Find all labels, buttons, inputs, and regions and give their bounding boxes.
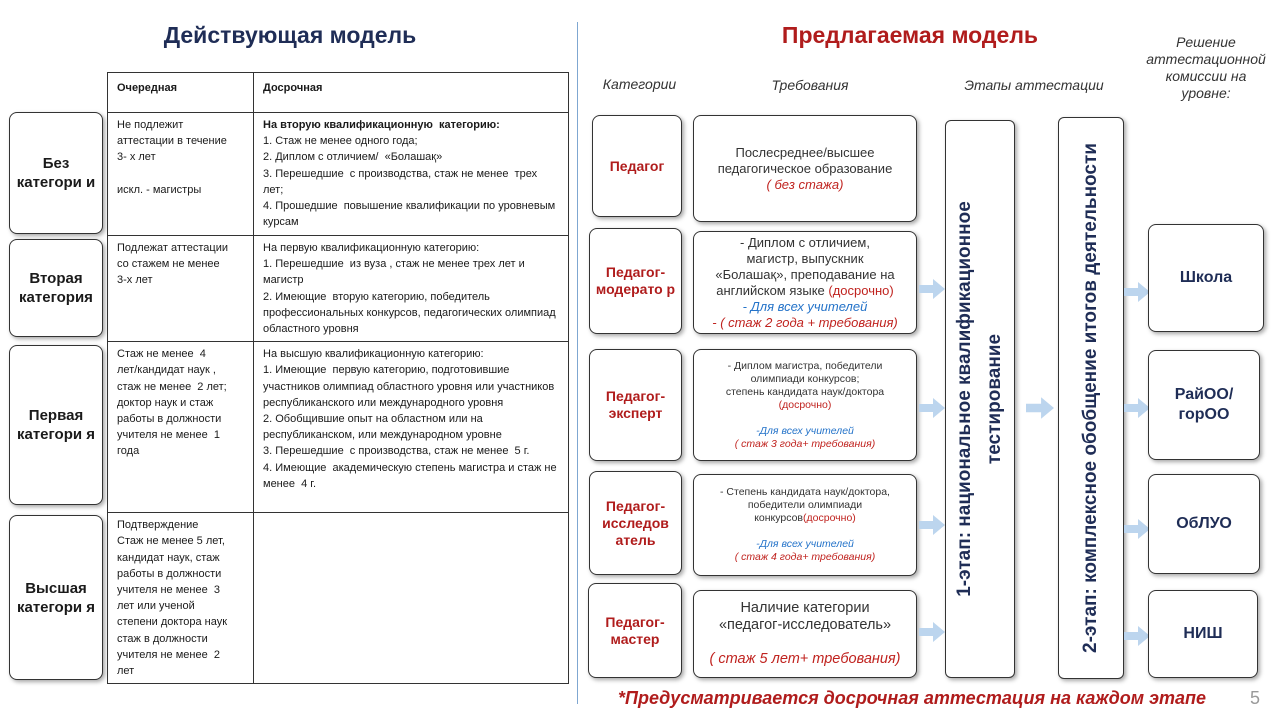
table-row (108, 342, 569, 513)
requirement-line: - Диплом с отличием, (740, 234, 870, 250)
level-district (1148, 350, 1260, 460)
cell-text: 1. Перешедшие из вуза , стаж не менее трех лет и магистр (263, 258, 528, 287)
cell-text: 2. Диплом с отличием/ «Болашақ» (263, 151, 443, 164)
category-label: Без категори и (16, 155, 96, 191)
proposed-category-moderator (589, 228, 682, 334)
requirements-box-expert (693, 349, 917, 461)
cell-text: аттестации в течение (117, 135, 227, 148)
table-row (108, 236, 569, 342)
cell-text: 4. Имеющие академическую степень магистра и стаж не менее 4 г. (263, 461, 560, 490)
requirement-line: -Для всех учителей (756, 424, 854, 437)
current-category-none (9, 112, 103, 234)
level-label: Школа (1179, 269, 1233, 286)
requirement-line (804, 412, 807, 425)
cell-text: 4. Прошедшие повышение квалификации по уровневым курсам (263, 200, 559, 229)
category-label: Педагог-модерато р (595, 264, 676, 297)
cell-text: 3. Перешедшие с производства, стаж не менее трех лет; (263, 167, 541, 196)
cell-text: Не подлежит (117, 119, 184, 131)
arrow-right-icon (1026, 397, 1054, 419)
requirement-line: Наличие категории (740, 600, 870, 616)
current-model-table (107, 72, 569, 684)
table-row (108, 513, 569, 684)
requirement-line: олимпиади конкурсов; (750, 372, 860, 385)
requirement-line: -Для всех учителей (756, 538, 854, 550)
early-cell (254, 342, 569, 513)
requirement-line (803, 634, 807, 651)
cell-text: Подтверждение (117, 519, 199, 532)
current-category-second (9, 239, 103, 337)
requirement-line: магистр, выпускник (746, 250, 864, 266)
header-categories: Категории (602, 76, 677, 92)
cell-text: 1. Стаж не менее одного года; (263, 135, 418, 148)
category-label: Высшая категори я (16, 579, 96, 616)
cell-text: 2. Обобщившие опыт на областном или на республиканском, или международном уровне (263, 413, 502, 442)
arrow-right-icon (919, 279, 945, 299)
stage1-box (945, 120, 1015, 678)
arrow-right-icon (919, 515, 945, 535)
requirement-line: ( стаж 3 года+ требования) (734, 437, 876, 450)
requirement-line: «Болашақ», преподавание на (715, 266, 895, 282)
cell-text: Стаж не менее 5 лет, (117, 535, 225, 548)
cell-text: стаж в должности (117, 632, 208, 645)
current-category-highest (9, 515, 103, 680)
column-header-early: Досрочная (254, 73, 569, 113)
table-row (108, 113, 569, 236)
cell-text: лет/кандидат наук , (117, 364, 216, 377)
cell-text: стаж не менее 2 лет; (117, 380, 227, 393)
table-header-row (108, 73, 569, 113)
page-number: 5 (1250, 688, 1261, 708)
requirement-line: педагогическое образование (717, 160, 893, 176)
header-requirements: Требования (771, 77, 849, 93)
arrow-right-icon (1124, 282, 1150, 302)
early-cell (254, 513, 569, 684)
header-stages: Этапы аттестации (964, 77, 1104, 93)
proposed-category-researcher (589, 471, 682, 575)
requirement-line: английском языке (досрочно) (716, 282, 894, 298)
requirements-box-researcher (693, 474, 917, 576)
stage1-label: 1-этап: национальное квалификационное тестирование (954, 201, 1005, 597)
regular-cell (108, 236, 254, 342)
cell-text: кандидат наук, стаж (117, 551, 220, 564)
cell-text: На вторую квалификационную категорию: (263, 119, 500, 131)
requirement-line: - Для всех учителей (742, 298, 868, 314)
requirements-box-moderator (693, 231, 917, 334)
early-cell (254, 113, 569, 236)
early-cell (254, 236, 569, 342)
cell-text: 2. Имеющие вторую категорию, победитель профессиональных конкурсов, педагогических олимпиад областного уровня (263, 290, 559, 336)
cell-text: работы в должности (117, 567, 222, 580)
requirement-line: (досрочно) (778, 398, 832, 411)
level-label: НИШ (1183, 625, 1223, 642)
regular-cell (108, 342, 254, 513)
cell-text: Стаж не менее 4 (117, 348, 206, 361)
stage2-box (1058, 117, 1124, 679)
current-model-title: Действующая модель (163, 22, 417, 48)
requirement-line: ( стаж 5 лет+ требования) (709, 651, 901, 667)
level-region (1148, 474, 1260, 574)
arrow-right-icon (1124, 519, 1150, 539)
cell-text: со стажем не менее (117, 258, 220, 271)
level-nis (1148, 590, 1258, 678)
arrow-right-icon (919, 398, 945, 418)
cell-text: 3-х лет (117, 274, 153, 287)
category-label: Педагог-эксперт (605, 388, 666, 421)
category-label: Вторая категория (19, 270, 93, 306)
column-header-regular: Очередная (108, 73, 254, 113)
cell-text: учителя не менее 2 (117, 648, 220, 661)
level-school (1148, 224, 1264, 332)
level-label: РайОО/ горОО (1174, 386, 1234, 423)
requirement-line: Послесреднее/высшее (735, 144, 875, 160)
cell-text: 1. Имеющие первую категорию, подготовившие участников олимпиад областного уровня или участников республиканского или международного уровня (263, 364, 558, 409)
cell-text: Подлежат аттестации (117, 242, 229, 254)
requirement-line: - Диплом магистра, победители (727, 359, 883, 372)
proposed-category-pedagog (592, 115, 682, 217)
cell-text: На высшую квалификационную категорию: (263, 348, 484, 361)
requirements-box-pedagog (693, 115, 917, 222)
requirement-line: ( стаж 4 года+ требования) (734, 551, 876, 563)
cell-text: степени доктора наук (117, 616, 228, 629)
requirement-line: конкурсов(досрочно) (754, 512, 856, 524)
level-label: ОбЛУО (1176, 515, 1232, 532)
cell-text: 3. Перешедшие с производства, стаж не менее 5 г. (263, 445, 530, 458)
cell-text: учителя не менее 1 (117, 429, 220, 442)
regular-cell (108, 113, 254, 236)
cell-text: учителя не менее 3 (117, 584, 220, 597)
category-label: Первая категори я (16, 407, 96, 443)
requirements-box-master (693, 590, 917, 678)
cell-text: искл. - магистры (117, 183, 202, 196)
category-label: Педагог (609, 157, 665, 174)
requirement-line (804, 525, 807, 538)
proposed-model-title: Предлагаемая модель (781, 22, 1039, 48)
cell-text: доктор наук и стаж (117, 396, 214, 409)
requirement-line: победители олимпиади (747, 499, 863, 511)
requirement-line: - ( стаж 2 года + требования) (712, 314, 898, 330)
arrow-right-icon (1124, 626, 1150, 646)
cell-text: работы в должности (117, 413, 222, 426)
footnote: *Предусматривается досрочная аттестация на каждом этапе (618, 688, 1207, 708)
cell-text (117, 166, 244, 182)
proposed-category-expert (589, 349, 682, 461)
stage2-label: 2-этап: комплексное обобщение итогов деятельности (1080, 143, 1101, 653)
header-decision: Решение аттестационной комиссии на уровне: (1146, 34, 1266, 101)
proposed-category-master (588, 583, 682, 678)
arrow-right-icon (919, 622, 945, 642)
cell-text: 3- х лет (117, 151, 156, 164)
cell-text: лет (117, 665, 135, 678)
cell-text: На первую квалификационную категорию: (263, 242, 480, 254)
requirement-line: - Степень кандидата наук/доктора, (720, 486, 890, 498)
current-category-first (9, 345, 103, 505)
regular-cell (108, 513, 254, 684)
requirement-line: степень кандидата наук/доктора (725, 385, 885, 398)
cell-text: года (117, 445, 140, 458)
category-label: Педагог-мастер (605, 613, 665, 647)
requirement-line: «педагог-исследователь» (718, 617, 892, 633)
requirement-line: ( без стажа) (766, 176, 844, 192)
cell-text: лет или ученой (117, 600, 195, 613)
divider-line (577, 22, 578, 704)
arrow-right-icon (1124, 398, 1150, 418)
category-label: Педагог-исследов атель (602, 497, 669, 548)
